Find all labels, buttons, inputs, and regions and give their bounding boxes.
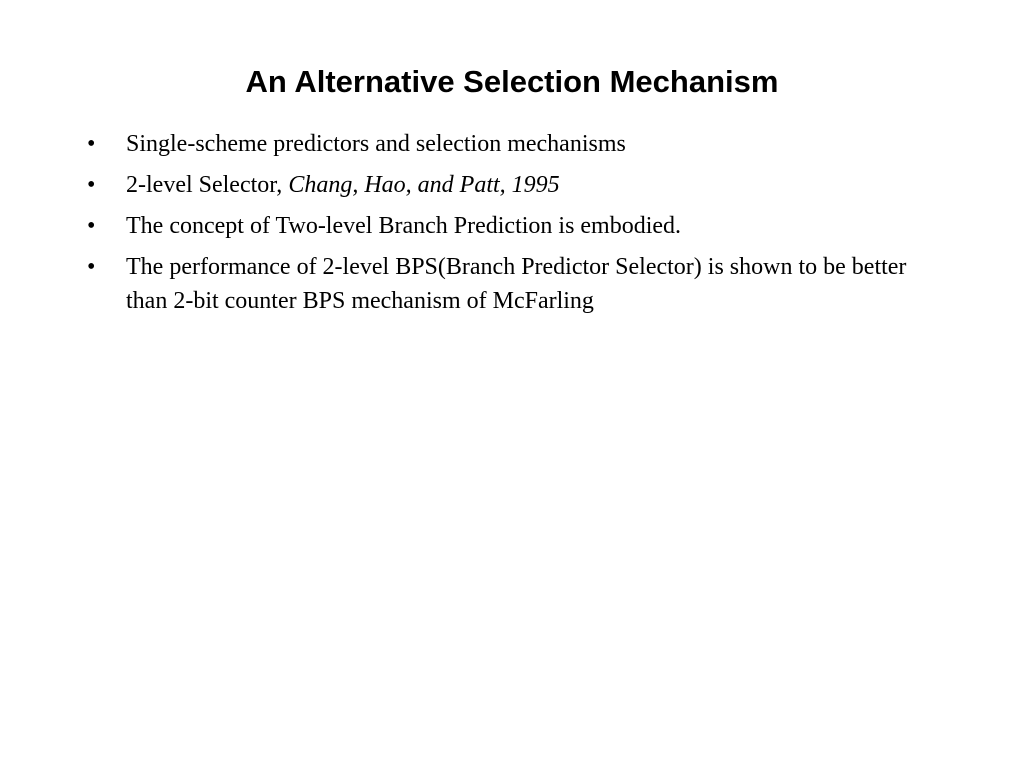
bullet-icon: • <box>87 131 96 157</box>
bullet-item <box>87 250 927 318</box>
bullet-list <box>87 127 927 325</box>
bullet-text-plain: The concept of Two-level Branch Prediction is embodied. <box>126 213 682 239</box>
bullet-text <box>126 172 560 198</box>
bullet-text <box>126 213 681 239</box>
bullet-icon: • <box>87 213 96 239</box>
bullet-icon: • <box>87 254 96 280</box>
bullet-item <box>87 127 927 161</box>
bullet-text <box>126 131 626 157</box>
bullet-text-plain: The performance of 2-level BPS(Branch Predictor Selector) is shown to be better than 2-bit counter BPS mechanism of McFarling <box>126 254 907 314</box>
bullet-text-plain: 2-level Selector, <box>126 172 289 198</box>
bullet-item <box>87 168 927 202</box>
bullet-text <box>126 254 906 314</box>
bullet-text-plain: Single-scheme predictors and selection mechanisms <box>126 131 626 157</box>
citation-text: Chang, Hao, and Patt, 1995 <box>288 172 560 198</box>
bullet-icon: • <box>87 172 96 198</box>
bullet-item <box>87 209 927 243</box>
slide-title: An Alternative Selection Mechanism <box>245 64 779 99</box>
